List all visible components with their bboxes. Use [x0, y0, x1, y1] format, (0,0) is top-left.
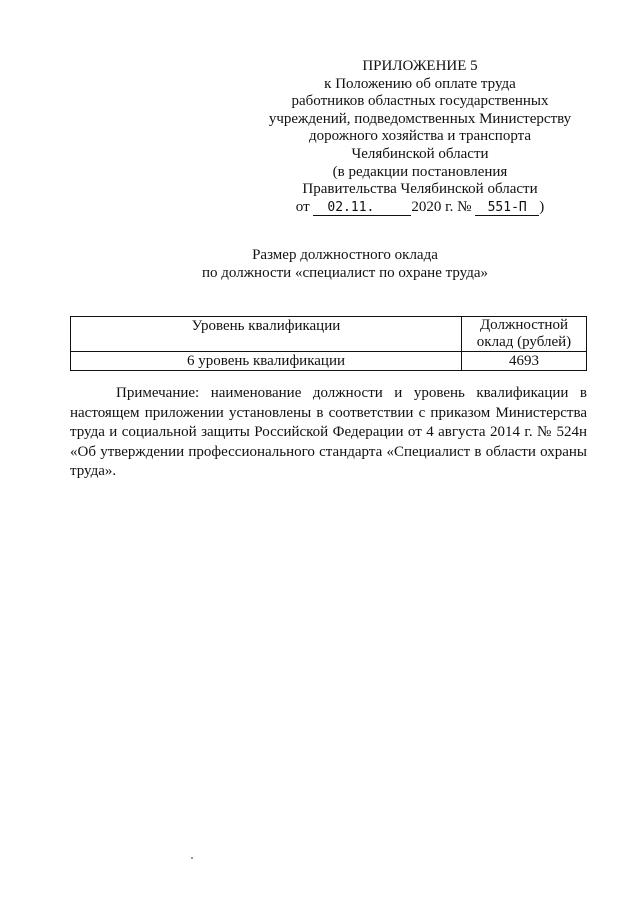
column-header-qualification: Уровень квалификации	[71, 317, 462, 352]
salary-cell: 4693	[461, 352, 586, 371]
salary-table	[70, 316, 587, 371]
date-suffix: 2020 г. №	[411, 198, 472, 215]
header-line: Челябинской области	[351, 145, 489, 162]
appendix-header	[260, 58, 580, 216]
resolution-date-line	[260, 199, 580, 217]
table-row	[71, 352, 587, 371]
column-header-salary: Должностной оклад (рублей)	[461, 317, 586, 352]
table-header-row	[71, 317, 587, 352]
header-line: дорожного хозяйства и транспорта	[308, 128, 532, 145]
resolution-date: 02.11.	[313, 201, 411, 216]
title-line-1: Размер должностного оклада	[252, 247, 438, 263]
date-prefix: от	[295, 198, 310, 215]
closing-paren: )	[539, 198, 545, 215]
header-line: (в редакции постановления	[332, 163, 508, 180]
resolution-number: 551-П	[475, 201, 539, 216]
header-line: к Положению об оплате труда	[324, 75, 516, 92]
header-line: учреждений, подведомственных Министерству	[268, 110, 572, 127]
document-title	[140, 246, 550, 282]
header-line: Правительства Челябинской области	[302, 181, 538, 198]
header-line: работников областных государственных	[291, 93, 549, 110]
scan-speck	[191, 857, 193, 859]
note-paragraph: Примечание: наименование должности и уровень квалификации в настоящем приложении установлены в соответствии с приказом Министерства труда и социальной защиты Российской Федерации от 4 августа 2014 г. № 524н «Об утверждении профессионального стандарта «Специалист в области охраны труда».	[70, 385, 587, 480]
appendix-title: ПРИЛОЖЕНИЕ 5	[362, 58, 478, 74]
title-line-2: по должности «специалист по охране труда»	[202, 265, 488, 281]
qualification-cell: 6 уровень квалификации	[71, 352, 462, 371]
